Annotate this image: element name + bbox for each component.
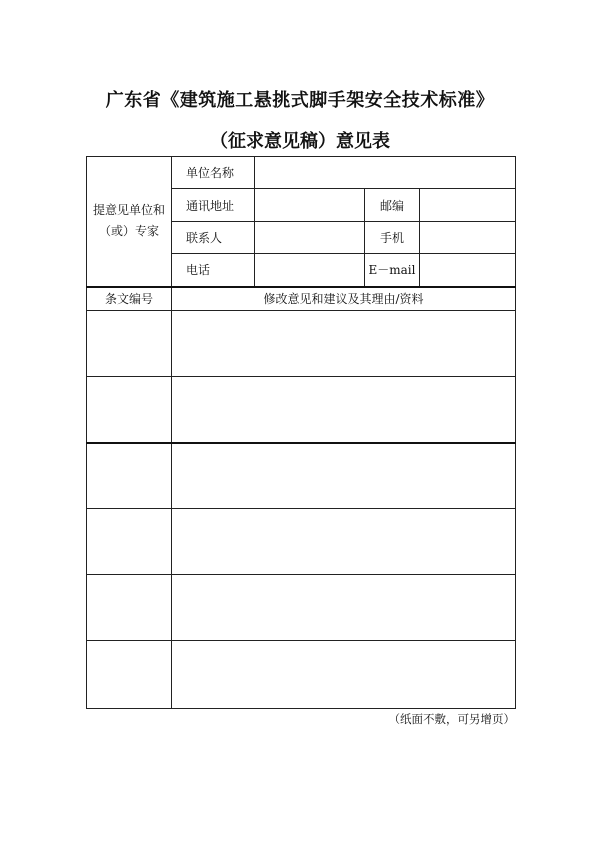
- opinion-cell[interactable]: [172, 575, 516, 641]
- contact-field[interactable]: [255, 222, 365, 254]
- opinion-cell[interactable]: [172, 641, 516, 709]
- phone-field[interactable]: [255, 254, 365, 287]
- opinion-cell[interactable]: [172, 311, 516, 377]
- document-title: 广东省《建筑施工悬挑式脚手架安全技术标准》: [105, 90, 495, 111]
- mobile-label: 手机: [365, 222, 420, 254]
- document-subtitle: （征求意见稿）意见表: [210, 131, 390, 152]
- table-row: [87, 377, 516, 443]
- table-row: [87, 575, 516, 641]
- contact-label: 联系人: [172, 222, 255, 254]
- opinion-header: 修改意见和建议及其理由/资料: [172, 287, 516, 311]
- email-field[interactable]: [420, 254, 516, 287]
- clause-no-header: 条文编号: [87, 287, 172, 311]
- address-field[interactable]: [255, 189, 365, 222]
- email-label: E－mail: [365, 254, 420, 287]
- table-row: [87, 641, 516, 709]
- table-row: [87, 311, 516, 377]
- opinion-cell[interactable]: [172, 377, 516, 443]
- applicant-label-line2: （或）专家: [98, 224, 159, 239]
- applicant-label-cell: [87, 157, 172, 287]
- address-label: 通讯地址: [172, 189, 255, 222]
- unit-name-field[interactable]: [255, 157, 516, 189]
- mobile-field[interactable]: [420, 222, 516, 254]
- clause-no-cell[interactable]: [87, 641, 172, 709]
- applicant-label-line1: 提意见单位和: [92, 203, 165, 218]
- footer-note: （纸面不敷，可另增页）: [388, 712, 515, 726]
- clause-no-cell[interactable]: [87, 311, 172, 377]
- unit-name-label: 单位名称: [172, 157, 255, 189]
- feedback-form-table: [86, 156, 516, 709]
- phone-label: 电话: [172, 254, 255, 287]
- postcode-field[interactable]: [420, 189, 516, 222]
- table-row: [87, 509, 516, 575]
- clause-no-cell[interactable]: [87, 377, 172, 443]
- opinion-cell[interactable]: [172, 509, 516, 575]
- table-row: [87, 443, 516, 509]
- clause-no-cell[interactable]: [87, 443, 172, 509]
- opinion-cell[interactable]: [172, 443, 516, 509]
- clause-no-cell[interactable]: [87, 575, 172, 641]
- clause-no-cell[interactable]: [87, 509, 172, 575]
- postcode-label: 邮编: [365, 189, 420, 222]
